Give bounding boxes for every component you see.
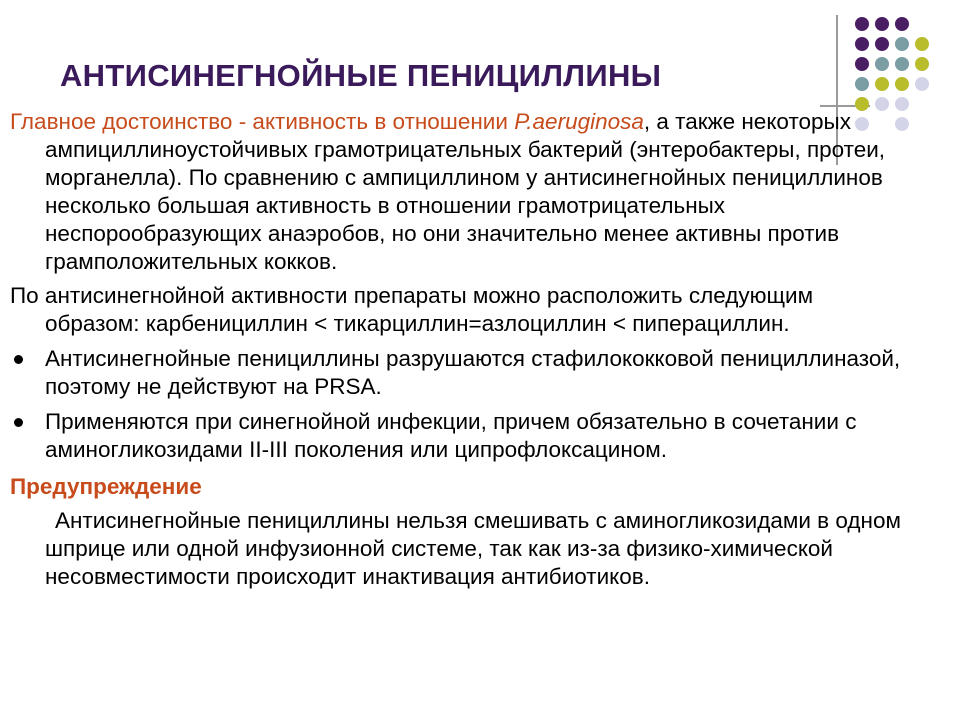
decorative-dot (855, 17, 869, 31)
paragraph-lead: Главное достоинство - активность в отношении (10, 109, 515, 134)
warning-heading: Предупреждение (10, 474, 202, 499)
decorative-dot (855, 37, 869, 51)
paragraph-activity-order: По антисинегнойной активности препараты можно расположить следующим образом: карбенициллин < тикарциллин=азлоциллин < пиперациллин. (10, 283, 814, 336)
decorative-dot (875, 57, 889, 71)
bullet-text: Применяются при синегнойной инфекции, причем обязательно в сочетании с аминогликозидами II-III поколения или ципрофлоксацином. (45, 409, 857, 462)
decorative-dot (855, 57, 869, 71)
decorative-dot (895, 37, 909, 51)
decorative-dot (915, 37, 929, 51)
bullet-item (10, 408, 905, 464)
paragraph-rest: , а также некоторых ампициллиноустойчивых грамотрицательных бактерий (энтеробактеры, протеи, морганелла). По сравнению с ампициллином у антисинегнойных пенициллинов несколько большая активность в отношении грамотрицательных неспорообразующих анаэробов, но они значительно менее активны против грамположительных кокков. (45, 109, 886, 274)
decorative-dot (875, 37, 889, 51)
organism-name: P.aeruginosa (514, 109, 644, 134)
decorative-dot (895, 17, 909, 31)
slide-body (10, 108, 905, 591)
decorative-dot (915, 57, 929, 71)
decorative-dot (875, 77, 889, 91)
bullet-icon (14, 418, 23, 427)
decorative-dot (895, 77, 909, 91)
decorative-dot (895, 57, 909, 71)
bullet-icon (14, 355, 23, 364)
decorative-dot (875, 17, 889, 31)
bullet-text: Антисинегнойные пенициллины разрушаются стафилококковой пенициллиназой, поэтому не действуют на PRSA. (45, 346, 901, 399)
slide-title: АНТИСИНЕГНОЙНЫЕ ПЕНИЦИЛЛИНЫ (60, 58, 662, 93)
paragraph-main-advantage (10, 108, 905, 276)
bullet-item (10, 345, 905, 401)
decorative-dot (915, 77, 929, 91)
warning-text: Антисинегнойные пенициллины нельзя смешивать с аминогликозидами в одном шприце или одной инфузионной системе, так как из-за физико-химической несовместимости происходит инактивация антибиотиков. (45, 508, 901, 589)
decorative-dot (855, 77, 869, 91)
